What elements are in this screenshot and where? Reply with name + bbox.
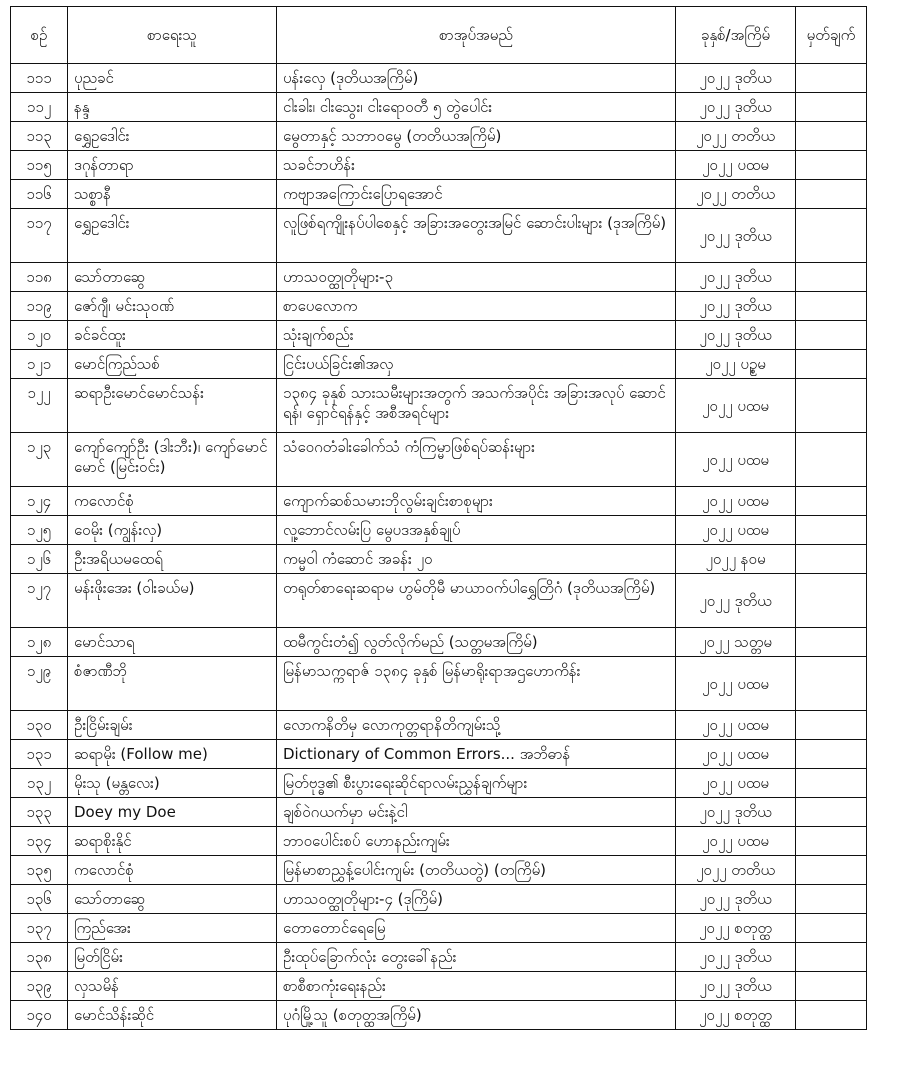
table-row [11, 64, 867, 93]
cell-author: ကြည်အေး [68, 914, 277, 943]
cell-no: ၁၄၀ [11, 1001, 68, 1030]
cell-author: နန္ဒ [68, 93, 277, 122]
cell-title: ဦးထုပ်ခြောက်လုံး တွေးခေါ်နည်း [277, 943, 676, 972]
table-row [11, 769, 867, 798]
cell-remark [796, 914, 867, 943]
cell-year-edition: ၂၀၂၂ ပထမ [676, 711, 796, 740]
cell-title: မြတ်ဗုဒ္ဓ၏ စီးပွားရေးဆိုင်ရာလမ်းညွှန်ချက်များ [277, 769, 676, 798]
header-title: စာအုပ်အမည် [277, 7, 676, 64]
cell-author: မောင်သိန်းဆိုင် [68, 1001, 277, 1030]
cell-author: ပုညခင် [68, 64, 277, 93]
cell-author: ကျော်ကျော်ဦး (ဒါးဘီး)၊ ကျော်မောင်မောင် (မြင်းဝင်း) [68, 433, 277, 487]
cell-no: ၁၃၃ [11, 798, 68, 827]
cell-title: စာပေလောက [277, 292, 676, 321]
cell-author: မိုးသု (မန္တလေး) [68, 769, 277, 798]
cell-author: မောင်ကြည်သစ် [68, 350, 277, 379]
cell-remark [796, 657, 867, 711]
cell-no: ၁၁၆ [11, 180, 68, 209]
cell-remark [796, 209, 867, 263]
cell-no: ၁၃၇ [11, 914, 68, 943]
table-row [11, 914, 867, 943]
table-row [11, 943, 867, 972]
header-row [11, 7, 867, 64]
cell-year-edition: ၂၀၂၂ ဒုတိယ [676, 263, 796, 292]
table-row [11, 180, 867, 209]
cell-remark [796, 827, 867, 856]
cell-no: ၁၁၈ [11, 263, 68, 292]
table-row [11, 433, 867, 487]
table-body [11, 64, 867, 1030]
table-row [11, 321, 867, 350]
cell-remark [796, 740, 867, 769]
cell-author: သော်တာဆွေ [68, 885, 277, 914]
cell-year-edition: ၂၀၂၂ ပထမ [676, 379, 796, 433]
table-row [11, 1001, 867, 1030]
cell-no: ၁၁၅ [11, 151, 68, 180]
cell-title: ကျောက်ဆစ်သမားဘိုလွမ်းချင်းစာစုများ [277, 487, 676, 516]
cell-author: သော်တာဆွေ [68, 263, 277, 292]
cell-remark [796, 350, 867, 379]
cell-title: ချစ်ဝဲဂယက်မှာ မင်းနဲ့ငါ [277, 798, 676, 827]
cell-year-edition: ၂၀၂၂ တတိယ [676, 180, 796, 209]
cell-title: သခင်ဘဟိန်း [277, 151, 676, 180]
cell-title: ဘာဝပေါင်းစပ် ဟောနည်းကျမ်း [277, 827, 676, 856]
cell-remark [796, 545, 867, 574]
cell-year-edition: ၂၀၂၂ ဒုတိယ [676, 574, 796, 628]
cell-remark [796, 885, 867, 914]
cell-year-edition: ၂၀၂၂ ပထမ [676, 769, 796, 798]
cell-author: ဦးအရိယမထေရ် [68, 545, 277, 574]
cell-remark [796, 180, 867, 209]
cell-no: ၁၂၀ [11, 321, 68, 350]
cell-author: ဇော်ဂျီ၊ မင်းသုဝဏ် [68, 292, 277, 321]
table-row [11, 798, 867, 827]
cell-no: ၁၁၃ [11, 122, 68, 151]
cell-remark [796, 93, 867, 122]
cell-no: ၁၁၁ [11, 64, 68, 93]
table-row [11, 574, 867, 628]
cell-title: Dictionary of Common Errors... အဘိဓာန် [277, 740, 676, 769]
cell-author: ဆရာဦးမောင်မောင်သန်း [68, 379, 277, 433]
cell-remark [796, 943, 867, 972]
cell-title: သံဝေဂတံခါးခေါက်သံ ကံကြမ္မာဖြစ်ရပ်ဆန်းများ [277, 433, 676, 487]
cell-title: မြန်မာစာညွှန့်ပေါင်းကျမ်း (တတိယတွဲ) (တကြိမ်) [277, 856, 676, 885]
cell-author: မောင်သာရ [68, 628, 277, 657]
cell-no: ၁၃၀ [11, 711, 68, 740]
cell-title: သုံးချက်စည်း [277, 321, 676, 350]
cell-year-edition: ၂၀၂၂ ဒုတိယ [676, 943, 796, 972]
cell-year-edition: ၂၀၂၂ ပထမ [676, 827, 796, 856]
cell-no: ၁၂၅ [11, 516, 68, 545]
cell-no: ၁၁၂ [11, 93, 68, 122]
cell-title: စာစီစာကုံးရေးနည်း [277, 972, 676, 1001]
cell-title: ဟာသဝတ္ထုတိုများ-၄ (ဒုကြိမ်) [277, 885, 676, 914]
cell-remark [796, 1001, 867, 1030]
cell-no: ၁၂၇ [11, 574, 68, 628]
cell-title: ကဗျာအကြောင်းပြောရအောင် [277, 180, 676, 209]
cell-title: ပန်းလှေ (ဒုတိယအကြိမ်) [277, 64, 676, 93]
cell-no: ၁၁၉ [11, 292, 68, 321]
cell-author: Doey my Doe [68, 798, 277, 827]
cell-title: တရုတ်စာရေးဆရာမ ဟွမ်တိုမီ မာယာဝက်ပါရွှေတြိဂံ (ဒုတိယအကြိမ်) [277, 574, 676, 628]
header-author: စာရေးသူ [68, 7, 277, 64]
cell-no: ၁၃၈ [11, 943, 68, 972]
cell-year-edition: ၂၀၂၂ ပထမ [676, 657, 796, 711]
cell-author: ဦးငြိမ်းချမ်း [68, 711, 277, 740]
table-row [11, 151, 867, 180]
cell-remark [796, 151, 867, 180]
table-row [11, 122, 867, 151]
cell-no: ၁၃၆ [11, 885, 68, 914]
cell-title: မွေတာနှင့် သဘာဝမွေ (တတိယအကြိမ်) [277, 122, 676, 151]
cell-remark [796, 574, 867, 628]
cell-title: လူ့ဘောင်လမ်းပြ မွေပဒအနှစ်ချုပ် [277, 516, 676, 545]
cell-author: ရွှေဥဒေါင်း [68, 209, 277, 263]
table-row [11, 628, 867, 657]
cell-year-edition: ၂၀၂၂ ဒုတိယ [676, 972, 796, 1001]
cell-author: လှသမိန် [68, 972, 277, 1001]
table-row [11, 657, 867, 711]
table-row [11, 292, 867, 321]
cell-year-edition: ၂၀၂၂ ဒုတိယ [676, 885, 796, 914]
cell-year-edition: ၂၀၂၂ ပထမ [676, 740, 796, 769]
cell-title: လောကနိတိမှ လောကုတ္တရာနိတိကျမ်းသို့ [277, 711, 676, 740]
cell-no: ၁၃၁ [11, 740, 68, 769]
table-row [11, 93, 867, 122]
cell-title: ၁၃၈၄ ခုနှစ် သားသမီးများအတွက် အသက်အပိုင်း အခြားအလုပ် ဆောင်ရန်၊ ရှောင်ရန်နှင့် အစီအရင်များ [277, 379, 676, 433]
cell-author: ဆရာစိုးနိုင် [68, 827, 277, 856]
table-row [11, 263, 867, 292]
cell-title: လူဖြစ်ရကျိုးနပ်ပါစေနှင့် အခြားအတွေးအမြင် ဆောင်းပါးများ (ဒုအကြိမ်) [277, 209, 676, 263]
cell-author: မြတ်ငြိမ်း [68, 943, 277, 972]
table-row [11, 856, 867, 885]
cell-remark [796, 798, 867, 827]
cell-remark [796, 972, 867, 1001]
cell-author: စံဇာဏီဘို [68, 657, 277, 711]
table-row [11, 516, 867, 545]
cell-year-edition: ၂၀၂၂ တတိယ [676, 122, 796, 151]
cell-year-edition: ၂၀၂၂ ဒုတိယ [676, 321, 796, 350]
table-row [11, 885, 867, 914]
book-table [10, 6, 867, 1030]
header-remark: မှတ်ချက် [796, 7, 867, 64]
table-row [11, 487, 867, 516]
cell-remark [796, 516, 867, 545]
cell-author: ရွှေဥဒေါင်း [68, 122, 277, 151]
table-row [11, 379, 867, 433]
cell-year-edition: ၂၀၂၂ ပထမ [676, 151, 796, 180]
cell-remark [796, 122, 867, 151]
cell-title: ငြင်းပယ်ခြင်း၏အလှ [277, 350, 676, 379]
cell-no: ၁၂၃ [11, 433, 68, 487]
cell-no: ၁၃၉ [11, 972, 68, 1001]
cell-author: ခင်ခင်ထူး [68, 321, 277, 350]
cell-remark [796, 263, 867, 292]
cell-title: ဟာသဝတ္ထုတိုများ-၃ [277, 263, 676, 292]
cell-year-edition: ၂၀၂၂ ဒုတိယ [676, 798, 796, 827]
cell-year-edition: ၂၀၂၂ ဒုတိယ [676, 93, 796, 122]
cell-title: မြန်မာသက္ကရာဇ် ၁၃၈၄ ခုနှစ် မြန်မာရိုးရာအဌဟောကိန်း [277, 657, 676, 711]
cell-remark [796, 292, 867, 321]
table-row [11, 545, 867, 574]
cell-year-edition: ၂၀၂၂ ဒုတိယ [676, 209, 796, 263]
cell-year-edition: ၂၀၂၂ ပထမ [676, 433, 796, 487]
cell-author: ကလောင်စုံ [68, 487, 277, 516]
cell-no: ၁၂၆ [11, 545, 68, 574]
cell-no: ၁၂၄ [11, 487, 68, 516]
table-row [11, 740, 867, 769]
cell-author: ဆရာမိုး (Follow me) [68, 740, 277, 769]
cell-year-edition: ၂၀၂၂ စတုတ္ထ [676, 914, 796, 943]
cell-remark [796, 769, 867, 798]
cell-year-edition: ၂၀၂၂ ပထမ [676, 487, 796, 516]
cell-no: ၁၂၁ [11, 350, 68, 379]
cell-title: ငါးခါး၊ ငါးသွေး၊ ငါးရောဝတီ ၅ တွဲပေါင်း [277, 93, 676, 122]
cell-year-edition: ၂၀၂၂ ဒုတိယ [676, 292, 796, 321]
cell-no: ၁၂၂ [11, 379, 68, 433]
cell-author: မန်းဖိုးအေး (ဝါးခယ်မ) [68, 574, 277, 628]
cell-year-edition: ၂၀၂၂ ဒုတိယ [676, 64, 796, 93]
header-no: စဉ် [11, 7, 68, 64]
cell-no: ၁၃၅ [11, 856, 68, 885]
cell-no: ၁၃၄ [11, 827, 68, 856]
cell-remark [796, 64, 867, 93]
cell-author: ဒဂုန်တာရာ [68, 151, 277, 180]
cell-author: ဝေမိုး (ကျွန်းလှ) [68, 516, 277, 545]
cell-remark [796, 711, 867, 740]
cell-year-edition: ၂၀၂၂ သတ္တမ [676, 628, 796, 657]
table-row [11, 350, 867, 379]
cell-remark [796, 856, 867, 885]
header-year-edition: ခုနှစ်/အကြိမ် [676, 7, 796, 64]
cell-remark [796, 628, 867, 657]
cell-title: တောတောင်ရေမြေ [277, 914, 676, 943]
cell-year-edition: ၂၀၂၂ နဝမ [676, 545, 796, 574]
cell-remark [796, 433, 867, 487]
cell-no: ၁၁၇ [11, 209, 68, 263]
cell-no: ၁၃၂ [11, 769, 68, 798]
table-row [11, 827, 867, 856]
cell-title: ထမီကွင်းတံ၍ လွတ်လိုက်မည် (သတ္တမအကြိမ်) [277, 628, 676, 657]
cell-no: ၁၂၈ [11, 628, 68, 657]
cell-author: ကလောင်စုံ [68, 856, 277, 885]
cell-year-edition: ၂၀၂၂ တတိယ [676, 856, 796, 885]
table-row [11, 209, 867, 263]
cell-remark [796, 321, 867, 350]
cell-title: ကမ္မဝါ ကံဆောင် အခန်း ၂၀ [277, 545, 676, 574]
cell-title: ပုဂံမြို့သူ (စတုတ္ထအကြိမ်) [277, 1001, 676, 1030]
book-list-sheet [10, 6, 856, 1030]
table-row [11, 711, 867, 740]
cell-remark [796, 379, 867, 433]
cell-year-edition: ၂၀၂၂ စတုတ္ထ [676, 1001, 796, 1030]
cell-no: ၁၂၉ [11, 657, 68, 711]
cell-remark [796, 487, 867, 516]
cell-year-edition: ၂၀၂၂ ပထမ [676, 516, 796, 545]
cell-year-edition: ၂၀၂၂ ပဉ္စမ [676, 350, 796, 379]
cell-author: သစ္စာနီ [68, 180, 277, 209]
table-row [11, 972, 867, 1001]
